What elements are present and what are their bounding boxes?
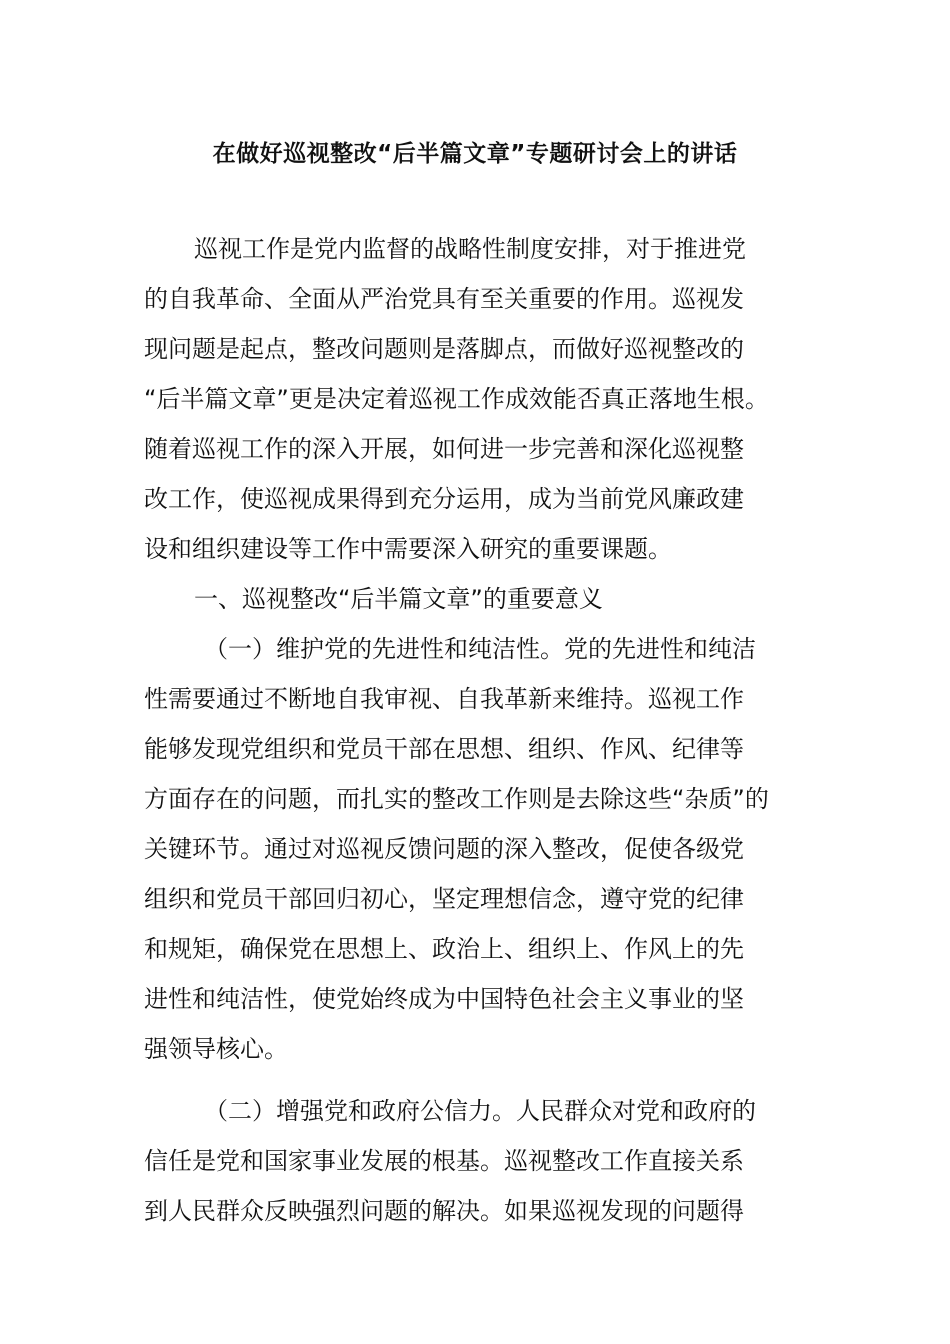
heading-line: 一、巡视整改“后半篇文章”的重要意义 bbox=[194, 585, 603, 613]
paragraph-point-two bbox=[144, 1086, 808, 1236]
text-line: 性需要通过不断地自我审视、自我革新来维持。巡视工作 bbox=[144, 685, 744, 713]
text-line: 关键环节。通过对巡视反馈问题的深入整改，促使各级党 bbox=[144, 835, 744, 863]
text-line: （二）增强党和政府公信力。人民群众对党和政府的 bbox=[204, 1097, 756, 1125]
text-line: 现问题是起点，整改问题则是落脚点，而做好巡视整改的 bbox=[144, 335, 744, 363]
text-line: 改工作，使巡视成果得到充分运用，成为当前党风廉政建 bbox=[144, 485, 744, 513]
document-body bbox=[144, 224, 808, 1236]
text-line: （一）维护党的先进性和纯洁性。党的先进性和纯洁 bbox=[204, 635, 756, 663]
text-line: 进性和纯洁性，使党始终成为中国特色社会主义事业的坚 bbox=[144, 985, 744, 1013]
section-heading bbox=[144, 574, 808, 624]
text-line: 和规矩，确保党在思想上、政治上、组织上、作风上的先 bbox=[144, 935, 744, 963]
text-line: 信任是党和国家事业发展的根基。巡视整改工作直接关系 bbox=[144, 1147, 744, 1175]
text-line: 到人民群众反映强烈问题的解决。如果巡视发现的问题得 bbox=[144, 1197, 744, 1225]
text-line: 强领导核心。 bbox=[144, 1035, 288, 1063]
text-line: 能够发现党组织和党员干部在思想、组织、作风、纪律等 bbox=[144, 735, 744, 763]
paragraph-point-one bbox=[144, 624, 808, 1074]
text-line: “后半篇文章”更是决定着巡视工作成效能否真正落地生根。 bbox=[144, 385, 769, 413]
text-line: 的自我革命、全面从严治党具有至关重要的作用。巡视发 bbox=[144, 285, 744, 313]
paragraph-gap bbox=[144, 1074, 808, 1086]
text-line: 方面存在的问题，而扎实的整改工作则是去除这些“杂质”的 bbox=[144, 785, 769, 813]
text-line: 组织和党员干部回归初心，坚定理想信念，遵守党的纪律 bbox=[144, 885, 744, 913]
text-line: 巡视工作是党内监督的战略性制度安排，对于推进党 bbox=[194, 235, 746, 263]
text-line: 设和组织建设等工作中需要深入研究的重要课题。 bbox=[144, 535, 672, 563]
paragraph-intro bbox=[144, 224, 808, 574]
document-title: 在做好巡视整改“后半篇文章”专题研讨会上的讲话 bbox=[212, 141, 738, 167]
text-line: 随着巡视工作的深入开展，如何进一步完善和深化巡视整 bbox=[144, 435, 744, 463]
